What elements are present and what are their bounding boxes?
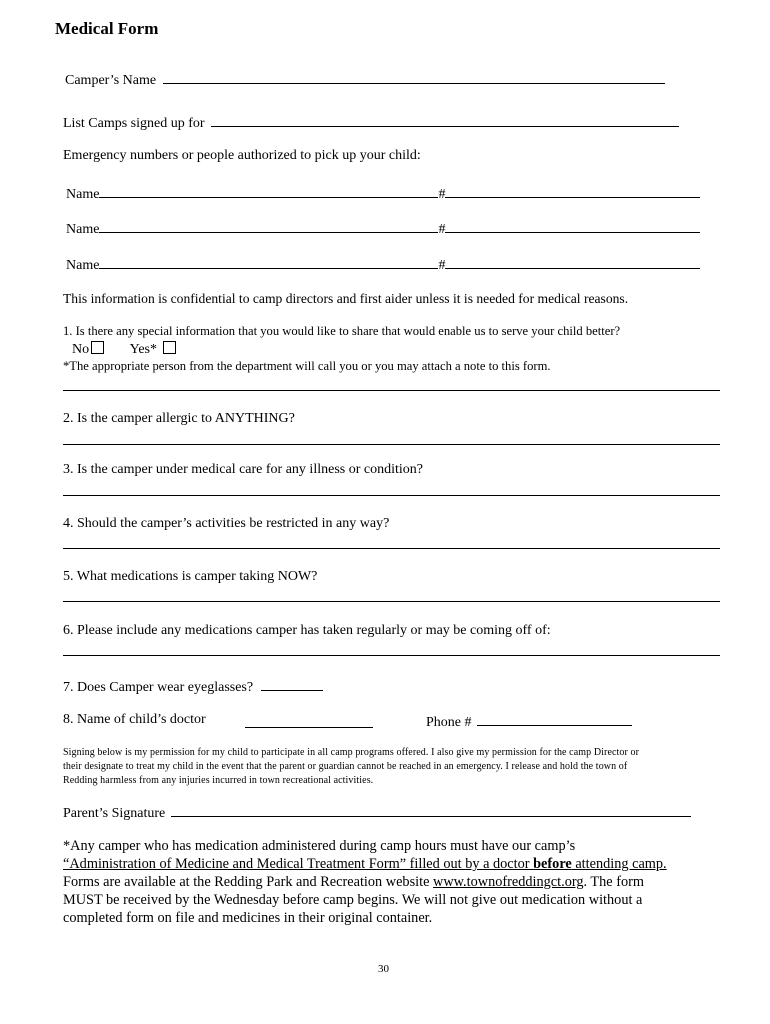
answer-line-6[interactable] bbox=[63, 655, 720, 656]
phone-label: Phone # bbox=[426, 715, 472, 730]
camper-name-label: Camper’s Name bbox=[65, 73, 157, 88]
question-6: 6. Please include any medications camper has taken regularly or may be coming off of: bbox=[63, 623, 551, 638]
yes-checkbox[interactable] bbox=[163, 341, 176, 354]
permission-line: their designate to treat my child in the event that the parent or guardian cannot be reached in an emergency. I release and hold the town of bbox=[63, 761, 628, 772]
website-link[interactable]: www.townofreddingct.org bbox=[433, 874, 584, 890]
q1-note: *The appropriate person from the department will call you or you may attach a note to this form. bbox=[63, 359, 551, 373]
contact-name-field[interactable] bbox=[99, 255, 438, 269]
contact-row bbox=[66, 184, 700, 203]
permission-line: Signing below is my permission for my child to participate in all camp programs offered. I also give my permission for the camp Director or bbox=[63, 747, 640, 758]
answer-line-4[interactable] bbox=[63, 548, 720, 549]
answer-line-2[interactable] bbox=[63, 444, 720, 445]
question-2: 2. Is the camper allergic to ANYTHING? bbox=[63, 411, 295, 426]
contact-name-field[interactable] bbox=[99, 219, 438, 233]
question-7-label: 7. Does Camper wear eyeglasses? bbox=[63, 680, 254, 695]
footer-note-line bbox=[63, 855, 667, 873]
permission-line: Redding harmless from any injuries incurred in town recreational activities. bbox=[63, 775, 374, 786]
question-3: 3. Is the camper under medical care for any illness or condition? bbox=[63, 462, 423, 477]
question-4: 4. Should the camper’s activities be restricted in any way? bbox=[63, 516, 390, 531]
footer-note-line bbox=[63, 873, 644, 891]
question-5: 5. What medications is camper taking NOW? bbox=[63, 569, 318, 584]
form-title-text-end: attending camp. bbox=[571, 856, 667, 872]
form-title-text: “Administration of Medicine and Medical Treatment Form” filled out by a doctor bbox=[63, 856, 534, 872]
contact-number-label: # bbox=[438, 222, 446, 237]
contact-number-field[interactable] bbox=[445, 219, 700, 233]
yes-label: Yes* bbox=[129, 342, 157, 357]
signature-field[interactable] bbox=[171, 803, 691, 817]
page-number: 30 bbox=[378, 963, 389, 975]
camper-name-field[interactable] bbox=[163, 70, 665, 84]
camps-label: List Camps signed up for bbox=[63, 116, 205, 131]
no-checkbox[interactable] bbox=[91, 341, 104, 354]
contact-number-field[interactable] bbox=[445, 184, 700, 198]
contact-number-label: # bbox=[438, 187, 446, 202]
phone-field[interactable] bbox=[477, 712, 632, 726]
question-7 bbox=[63, 677, 323, 696]
before-text: before bbox=[533, 856, 572, 872]
forms-available-text-end: . The form bbox=[583, 874, 644, 890]
forms-available-text: Forms are available at the Redding Park and Recreation website bbox=[63, 874, 434, 890]
no-label: No bbox=[72, 342, 90, 357]
question-8 bbox=[63, 712, 206, 728]
eyeglasses-field[interactable] bbox=[261, 677, 323, 691]
contact-name-label: Name bbox=[66, 187, 100, 202]
contact-number-field[interactable] bbox=[445, 255, 700, 269]
footer-note-line: MUST be received by the Wednesday before camp begins. We will not give out medication without a bbox=[63, 892, 643, 908]
footer-note-line: *Any camper who has medication administered during camp hours must have our camp’s bbox=[63, 838, 576, 854]
phone-row bbox=[426, 712, 632, 731]
doctor-label: 8. Name of child’s doctor bbox=[63, 712, 206, 727]
signature-row bbox=[63, 803, 691, 822]
camper-name-row bbox=[65, 70, 665, 89]
doctor-name-field[interactable] bbox=[245, 714, 373, 728]
contact-name-label: Name bbox=[66, 222, 100, 237]
contact-row bbox=[66, 219, 700, 238]
answer-line-5[interactable] bbox=[63, 601, 720, 602]
answer-line-3[interactable] bbox=[63, 495, 720, 496]
footer-note-line: completed form on file and medicines in their original container. bbox=[63, 910, 433, 926]
q1-options bbox=[72, 341, 176, 358]
camps-row bbox=[63, 113, 679, 132]
page-title: Medical Form bbox=[55, 19, 159, 38]
camps-field[interactable] bbox=[211, 113, 679, 127]
contact-row bbox=[66, 255, 700, 274]
contact-name-field[interactable] bbox=[99, 184, 438, 198]
confidential-text: This information is confidential to camp directors and first aider unless it is needed for medical reasons. bbox=[63, 291, 629, 306]
contact-name-label: Name bbox=[66, 258, 100, 273]
signature-label: Parent’s Signature bbox=[63, 806, 166, 821]
answer-line-1[interactable] bbox=[63, 390, 720, 391]
contact-number-label: # bbox=[438, 258, 446, 273]
question-1: 1. Is there any special information that you would like to share that would enable us to serve your child better? bbox=[63, 324, 621, 338]
emergency-heading: Emergency numbers or people authorized to pick up your child: bbox=[63, 148, 421, 163]
